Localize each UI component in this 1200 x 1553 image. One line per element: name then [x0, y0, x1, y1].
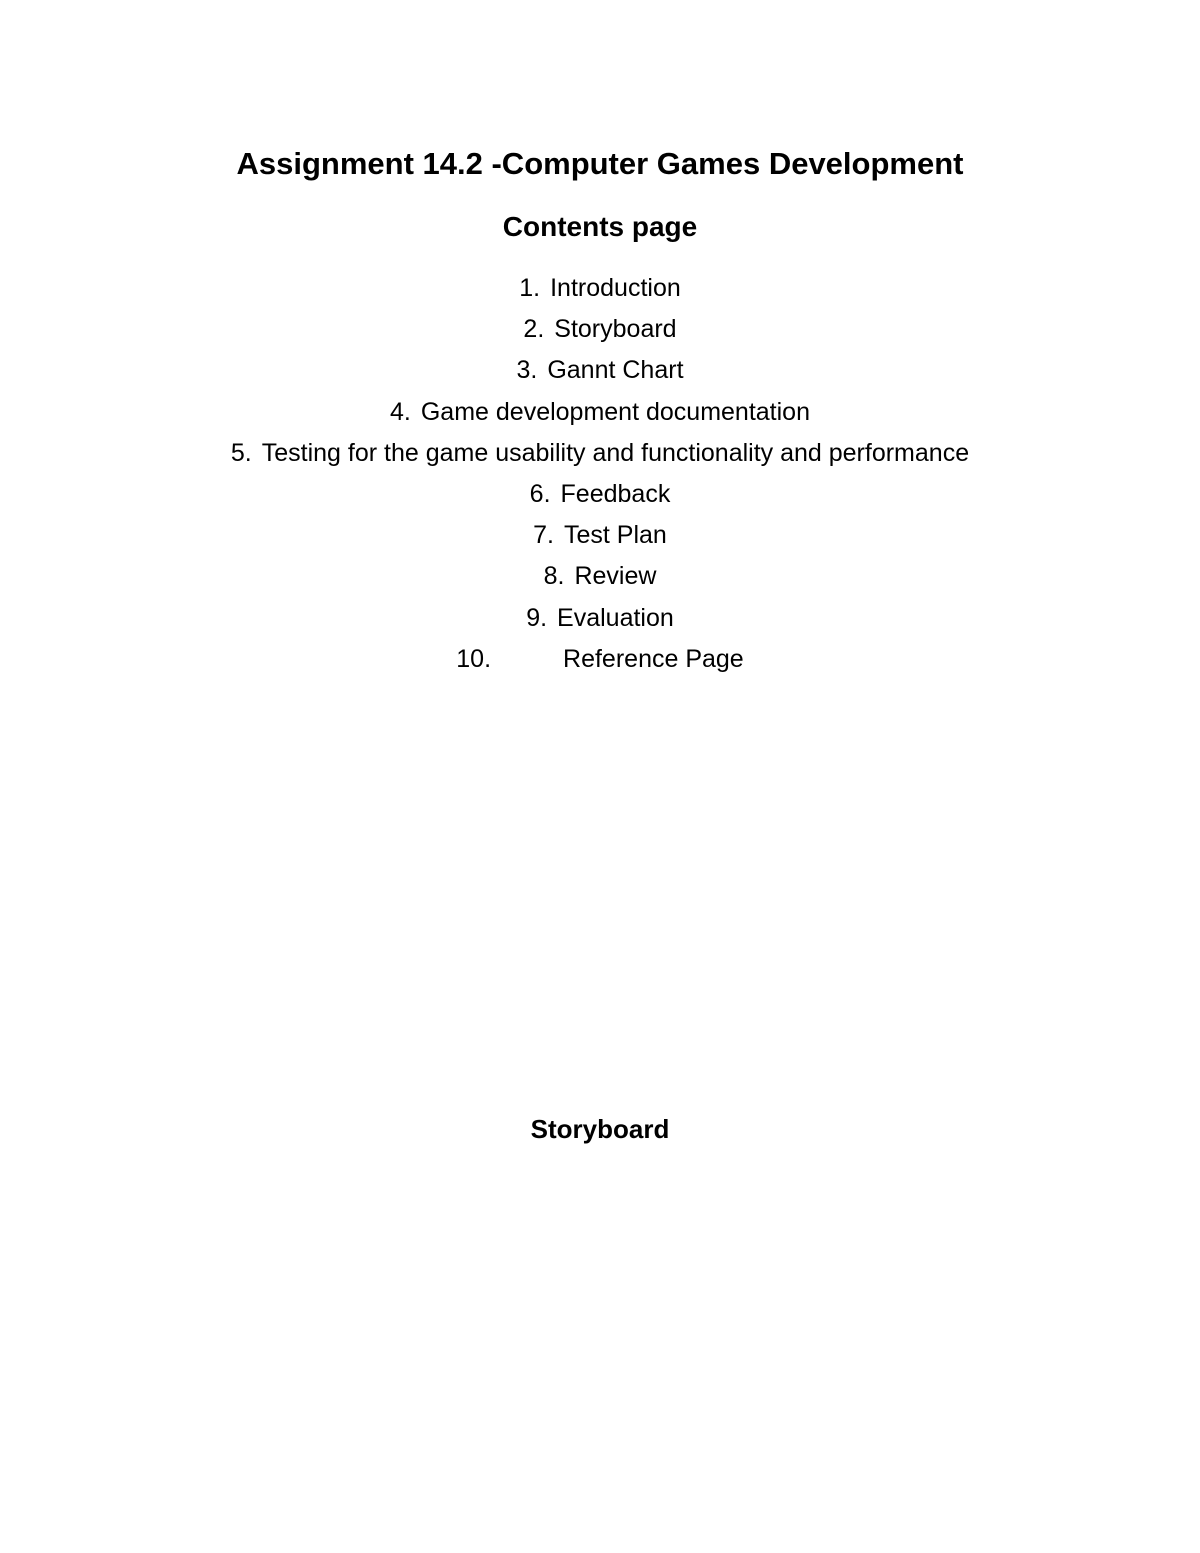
contents-item [0, 392, 1200, 433]
contents-item-number: 6. [529, 479, 551, 508]
contents-item-number: 10. [456, 644, 492, 673]
contents-item-label: Feedback [560, 479, 671, 508]
contents-item-label: Game development documentation [420, 397, 810, 426]
contents-item-label: Test Plan [564, 521, 667, 550]
contents-item [0, 433, 1200, 474]
contents-item [0, 268, 1200, 309]
contents-item [0, 639, 1200, 680]
contents-item [0, 598, 1200, 639]
contents-item-label: Testing for the game usability and functionality and performance [261, 438, 970, 467]
contents-item-number: 1. [519, 274, 541, 302]
contents-list [0, 268, 1200, 680]
section-heading-storyboard: Storyboard [530, 1114, 670, 1144]
contents-item-number: 5. [230, 438, 252, 467]
document-title: Assignment 14.2 -Computer Games Development [236, 146, 964, 181]
contents-item [0, 515, 1200, 556]
contents-heading: Contents page [502, 211, 698, 242]
contents-item-label: Evaluation [557, 603, 674, 632]
contents-item-number: 4. [390, 397, 411, 426]
contents-item [0, 474, 1200, 515]
contents-item-number: 8. [543, 562, 565, 591]
contents-item-number: 9. [526, 603, 548, 632]
contents-item-label: Storyboard [554, 315, 677, 344]
contents-item-label: Introduction [550, 274, 681, 302]
contents-item [0, 350, 1200, 391]
contents-item-number: 3. [516, 356, 538, 385]
contents-item-number: 7. [533, 521, 554, 550]
contents-item-number: 2. [523, 315, 545, 344]
contents-item [0, 556, 1200, 597]
contents-item-label: Reference Page [563, 644, 744, 673]
contents-item-label: Gannt Chart [547, 356, 684, 385]
contents-item [0, 309, 1200, 350]
contents-item-label: Review [574, 562, 657, 591]
